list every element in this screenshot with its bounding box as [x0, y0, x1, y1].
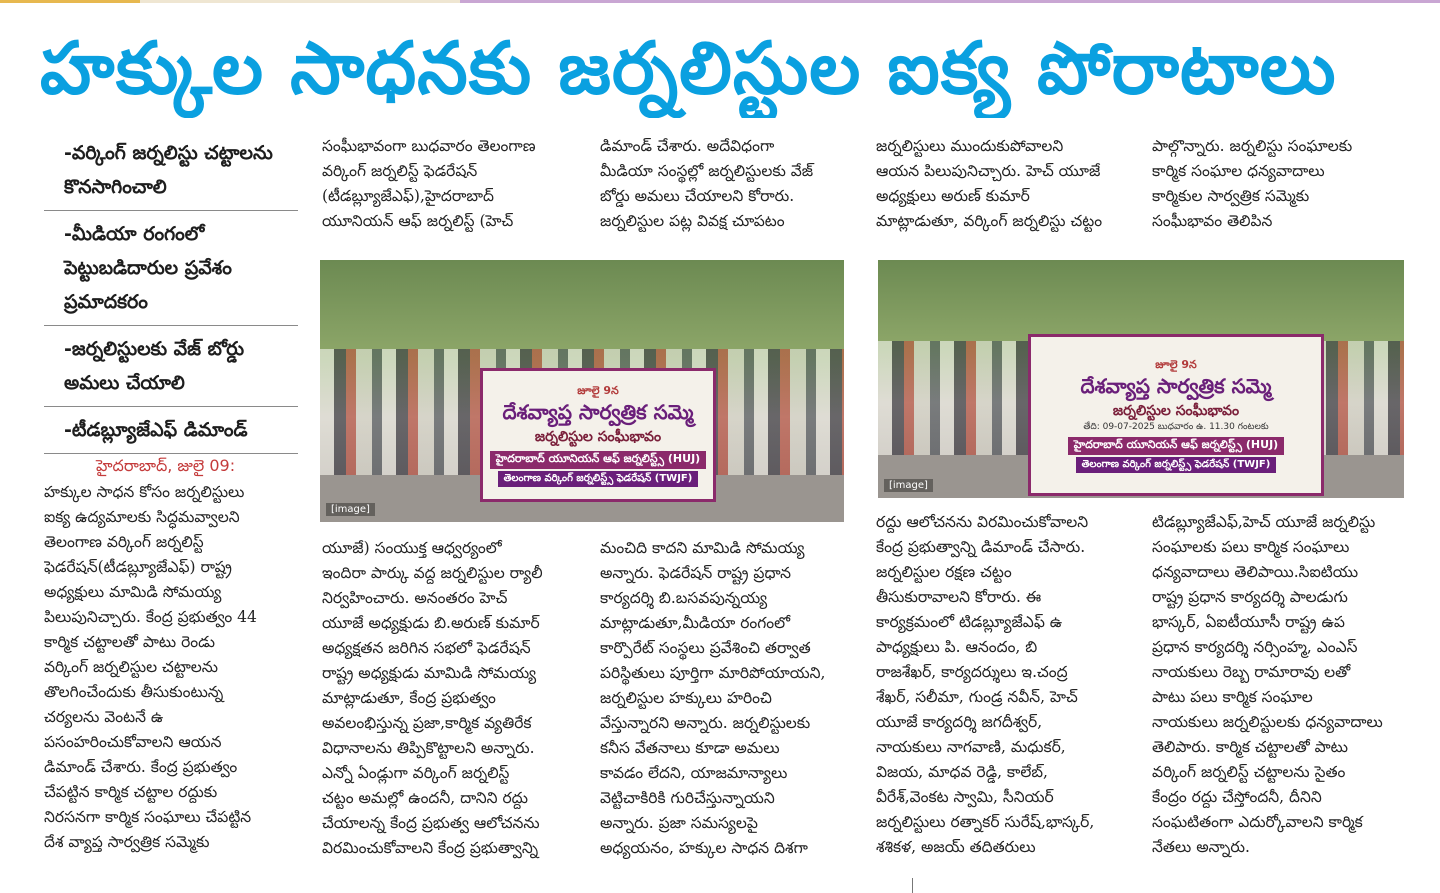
- article-column-2-bottom: యూజే) సంయుక్త ఆధ్వర్యంలో ఇందిరా పార్కు వద్ద జర్నలిస్టుల ర్యాలీ నిర్వహించారు. అనంతరం హెచ్ యూజే అధ్యక్షుడు బి.అరుణ్ కుమార్ అధ్యక్షతన జరిగిన సభలో ఫెడరేషన్ రాష్ట్ర అధ్యక్షుడు మామిడి సోమయ్య మాట్లాడుతూ, కేంద్ర ప్రభుత్వం అవలంభిస్తున్న ప్రజా,కార్మిక వ్యతిరేక విధానాలను తిప్పికొట్టాలని అన్నారు. ఎన్నో ఏండ్లుగా వర్కింగ్ జర్నలిస్ట్ చట్టం అమల్లో ఉందనీ, దానిని రద్దు చేయాలన్న కేంద్ర ప్రభుత్వ ఆలోచనను విరమించుకోవాలని కేంద్ర ప్రభుత్వాన్ని: [322, 539, 543, 857]
- dateline: హైదరాబాద్, జులై 09:: [96, 456, 236, 475]
- highlight-item: -టీడబ్ల్యూజేఎఫ్ డిమాండ్: [44, 407, 298, 454]
- article-column-1: హక్కుల సాధన కోసం జర్నలిస్టులు ఐక్య ఉద్యమాలకు సిద్ధమవ్వాలని తెలంగాణ వర్కింగ్ జర్నలిస్ట్ ఫెడరేషన్(టీడబ్ల్యూజేఎఫ్) రాష్ట్ర అధ్యక్షులు మామిడి సోమయ్య పిలుపునిచ్చారు. కేంద్ర ప్రభుత్వం 44 కార్మిక చట్టాలతో పాటు రెండు వర్కింగ్ జర్నలిస్టుల చట్టాలను తొలగించేందుకు తీసుకుంటున్న చర్యలను వెంటనే ఉ పసంహరించుకోవాలని ఆయన డిమాండ్ చేశారు. కేంద్ర ప్రభుత్వం చేపట్టిన కార్మిక చట్టాల రద్దుకు నిరసనగా కార్మిక సంఘాలు చేపట్టిన దేశ వ్యాప్త సార్వత్రిక సమ్మెకు: [44, 483, 257, 851]
- banner-subtitle: జర్నలిస్టుల సంఘీభావం: [1112, 402, 1240, 419]
- rally-photo-right: [878, 260, 1404, 498]
- banner-org-huj: హైదరాబాద్ యూనియన్ ఆఫ్ జర్నలిస్ట్స్ (HUJ): [490, 451, 706, 469]
- rally-photo-left: [320, 260, 844, 522]
- top-strip-violet: [460, 0, 1440, 3]
- article-column-4-top: జర్నలిస్టులు ముందుకుపోవాలని ఆయన పిలుపునిచ్చారు. హెచ్ యూజే అధ్యక్షులు అరుణ్ కుమార్ మాట్లాడుతూ, వర్కింగ్ జర్నలిస్టు చట్టం: [876, 137, 1103, 230]
- protest-banner: [1028, 334, 1324, 496]
- banner-event-time: తేది: 09-07-2025 బుధవారం ఉ. 11.30 గంటలకు: [1083, 421, 1269, 432]
- photo-placeholder-label: [image]: [884, 479, 933, 492]
- banner-title: దేశవ్యాప్త సార్వత్రిక సమ్మె: [1080, 373, 1272, 398]
- article-column-5-bottom: టిడబ్ల్యూజేఎఫ్,హెచ్ యూజే జర్నలిస్టు సంఘాలకు పలు కార్మిక సంఘాలు ధన్యవాదాలు తెలిపాయి.సిఐటియు రాష్ట్ర ప్రధాన కార్యదర్శి పాలడుగు భాస్కర్, ఏఐటీయూసీ రాష్ట్ర ఉప ప్రధాన కార్యదర్శి నర్సింహ్మ, ఎంఎస్ నాయకులు రెబ్బ రామారావు లతో పాటు పలు కార్మిక సంఘాల నాయకులు జర్నలిస్టులకు ధన్యవాదాలు తెలిపారు. కార్మిక చట్టాలతో పాటు వర్కింగ్ జర్నలిస్ట్ చట్టాలను సైతం కేంద్రం రద్దు చేస్తోందనీ, దీనిని సంఘటితంగా ఎదుర్కోవాలని కార్మిక నేతలు అన్నారు.: [1152, 513, 1383, 856]
- highlight-item: -వర్కింగ్ జర్నలిస్టు చట్టాలను కొనసాగించాలి: [44, 130, 298, 211]
- article-column-4-bottom: రద్దు ఆలోచనను విరమించుకోవాలని కేంద్ర ప్రభుత్వాన్ని డిమాండ్ చేసారు. జర్నలిస్టుల రక్షణ చట్టం తీసుకురావాలని కోరారు. ఈ కార్యక్రమంలో టిడబ్ల్యూజేఎఫ్ ఉ పాధ్యక్షులు పి. ఆనందం, బి రాజశేఖర్, కార్యదర్శులు ఇ.చంద్ర శేఖర్, సలీమా, గుండ్ర నవీన్, హెచ్ యూజే కార్యదర్శి జగదీశ్వర్, నాయకులు నాగవాణి, మధుకర్, విజయ, మాధవ రెడ్డి, కాలేబ్, వీరేశ్,వెంకట స్వామి, సీనియర్ జర్నలిస్టులు రత్నాకర్ సురేష్,భాస్కర్, శశికళ, అజయ్ తదితరులు: [876, 513, 1095, 856]
- banner-org-twjf: తెలంగాణ వర్కింగ్ జర్నలిస్ట్స్ ఫెడరేషన్ (TWJF): [1076, 457, 1277, 473]
- top-strip-gold: [0, 0, 140, 3]
- top-color-strip: [0, 0, 1440, 3]
- highlights-box: [44, 130, 298, 454]
- column-divider: [912, 878, 913, 893]
- banner-date-label: జూలై 9న: [1155, 357, 1197, 371]
- highlight-item: -మీడియా రంగంలో పెట్టుబడిదారుల ప్రవేశం ప్రమాదకరం: [44, 211, 298, 326]
- banner-subtitle: జర్నలిస్టుల సంఘీభావం: [534, 428, 662, 445]
- highlight-item: -జర్నలిస్టులకు వేజ్ బోర్డు అమలు చేయాలి: [44, 326, 298, 407]
- protest-banner: [480, 368, 716, 502]
- article-column-2-top: సంఘీభావంగా బుధవారం తెలంగాణ వర్కింగ్ జర్నలిస్ట్ ఫెడరేషన్ (టీడబ్ల్యూజేఎఫ్),హైదరాబాద్ యూనియన్ ఆఫ్ జర్నలిస్ట్ (హెచ్: [322, 137, 536, 230]
- banner-title: దేశవ్యాప్త సార్వత్రిక సమ్మె: [502, 399, 694, 424]
- banner-org-twjf: తెలంగాణ వర్కింగ్ జర్నలిస్ట్స్ ఫెడరేషన్ (TWJF): [498, 471, 699, 487]
- page-headline: హక్కుల సాధనకు జర్నలిస్టుల ఐక్య పోరాటాలు: [40, 26, 1337, 110]
- banner-date-label: జూలై 9న: [577, 383, 619, 397]
- photo-placeholder-label: [image]: [326, 503, 375, 516]
- article-column-3-top: డిమాండ్ చేశారు. అదేవిధంగా మీడియా సంస్థల్లో జర్నలిస్టులకు వేజ్ బోర్డు అమలు చేయాలని కోరారు. జర్నలిస్టుల పట్ల వివక్ష చూపటం: [600, 137, 814, 230]
- article-column-5-top: పాల్గొన్నారు. జర్నలిస్టు సంఘాలకు కార్మిక సంఘాల ధన్యవాదాలు కార్మికుల సార్వత్రిక సమ్మెకు సంఘీభావం తెలిపిన: [1152, 137, 1353, 230]
- article-column-3-bottom: మంచిది కాదని మామిడి సోమయ్య అన్నారు. ఫెడరేషన్ రాష్ట్ర ప్రధాన కార్యదర్శి బి.బసవపున్నయ్య మాట్లాడుతూ,మీడియా రంగంలో కార్పొరేట్ సంస్థలు ప్రవేశించి తర్వాత పరిస్థితులు పూర్తిగా మారిపోయాయని, జర్నలిస్టుల హక్కులు హరించి వేస్తున్నారని అన్నారు. జర్నలిస్టులకు కనీస వేతనాలు కూడా అమలు కావడం లేదని, యాజమాన్యాలు వెట్టిచాకిరికి గురిచేస్తున్నాయని అన్నారు. ప్రజా సమస్యలపై అధ్యయనం, హక్కుల సాధన దిశగా: [600, 539, 826, 857]
- banner-org-huj: హైదరాబాద్ యూనియన్ ఆఫ్ జర్నలిస్ట్స్ (HUJ): [1068, 437, 1284, 455]
